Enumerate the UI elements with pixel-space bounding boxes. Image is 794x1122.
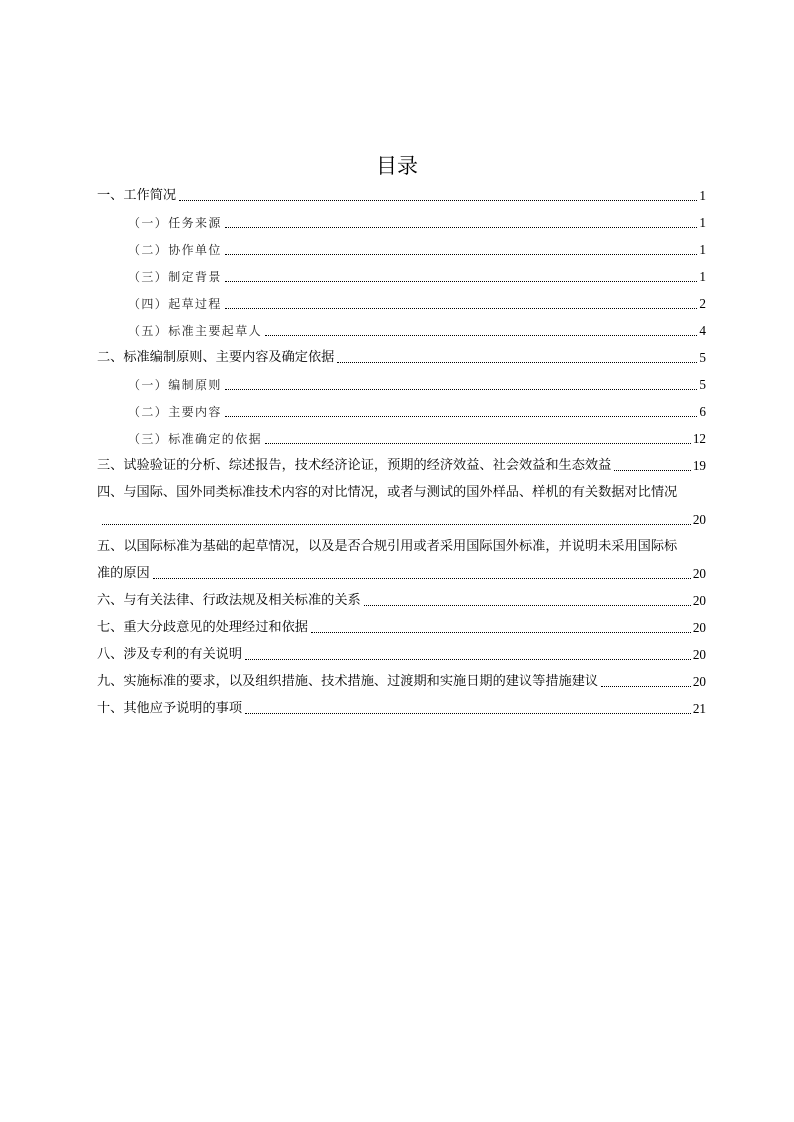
leader-dots	[245, 712, 691, 714]
leader-dots	[265, 442, 691, 444]
toc-entry-text: （一）任务来源	[128, 216, 222, 230]
toc-page-number: 5	[699, 350, 706, 365]
leader-dots	[614, 469, 691, 471]
leader-dots	[225, 280, 698, 282]
toc-entry[interactable]	[97, 394, 706, 421]
toc-entry[interactable]	[97, 583, 706, 610]
toc-entry[interactable]	[97, 205, 706, 232]
toc-entry-text: （二）协作单位	[128, 243, 222, 257]
leader-dots	[311, 631, 691, 633]
toc-page-number: 20	[692, 593, 706, 608]
toc-page-number: 1	[699, 242, 706, 257]
toc-page-number: 20	[692, 566, 706, 581]
toc-entry-text: 二、标准编制原则、主要内容及确定依据	[97, 350, 335, 365]
toc-page-number: 21	[692, 701, 706, 716]
toc-page-number: 12	[692, 431, 706, 446]
toc-entry[interactable]	[97, 448, 706, 475]
toc-page-number: 20	[692, 620, 706, 635]
toc-page-number: 4	[699, 323, 706, 338]
leader-dots	[102, 523, 691, 525]
toc-entry[interactable]	[97, 637, 706, 664]
leader-dots	[245, 658, 691, 660]
toc-entry-text: （四）起草过程	[128, 297, 222, 311]
toc-page-number: 20	[692, 512, 706, 527]
toc-entry-text: 七、重大分歧意见的处理经过和依据	[97, 620, 308, 635]
toc-entry[interactable]	[97, 340, 706, 367]
toc-page-number: 1	[699, 215, 706, 230]
toc-page-number: 1	[699, 188, 706, 203]
leader-dots	[337, 361, 697, 363]
toc-entry-text: （一）编制原则	[128, 378, 222, 392]
toc-entry-text: 九、实施标准的要求，以及组织措施、技术措施、过渡期和实施日期的建议等措施建议	[97, 674, 599, 689]
toc-entry-text: 三、试验验证的分析、综述报告，技术经济论证，预期的经济效益、社会效益和生态效益	[97, 458, 612, 473]
leader-dots	[265, 334, 697, 336]
toc-entry[interactable]	[97, 232, 706, 259]
toc-entry-text: 六、与有关法律、行政法规及相关标准的关系	[97, 593, 361, 608]
toc-page-number: 1	[699, 269, 706, 284]
toc-entry-text: （三）制定背景	[128, 270, 222, 284]
leader-dots	[601, 685, 691, 687]
toc-entry-text: （三）标准确定的依据	[128, 432, 263, 446]
toc-page-number: 20	[692, 647, 706, 662]
toc-entry-text: （五）标准主要起草人	[128, 324, 263, 338]
leader-dots	[153, 577, 691, 579]
toc-entry-continuation[interactable]	[97, 556, 706, 583]
toc-entry-text: （二）主要内容	[128, 405, 222, 419]
leader-dots	[225, 253, 698, 255]
toc-entry-text: 四、与国际、国外同类标准技术内容的对比情况，或者与测试的国外样品、样机的有关数据对比情况	[97, 485, 678, 500]
toc-entry[interactable]	[97, 475, 706, 502]
toc-entry[interactable]	[97, 259, 706, 286]
toc-entry[interactable]	[97, 286, 706, 313]
leader-dots	[364, 604, 691, 606]
toc-page-number: 5	[699, 377, 706, 392]
leader-dots	[225, 226, 698, 228]
leader-dots	[225, 388, 698, 390]
toc-entry[interactable]	[97, 421, 706, 448]
toc-page-number: 19	[692, 458, 706, 473]
toc-entry[interactable]	[97, 313, 706, 340]
leader-dots	[179, 199, 697, 201]
toc-entry-continuation[interactable]	[97, 502, 706, 529]
toc-entry-text: 八、涉及专利的有关说明	[97, 647, 243, 662]
toc-entry-text: 十、其他应予说明的事项	[97, 701, 243, 716]
toc-page-number: 20	[692, 674, 706, 689]
toc-entry-text: 五、以国际标准为基础的起草情况，以及是否合规引用或者采用国际国外标准，并说明未采用国际标	[97, 539, 678, 554]
toc-entry[interactable]	[97, 367, 706, 394]
toc-entry[interactable]	[97, 691, 706, 718]
toc-page-number: 6	[699, 404, 706, 419]
leader-dots	[225, 307, 698, 309]
toc-page-number: 2	[699, 296, 706, 311]
toc-entry-text-continued: 准的原因	[97, 566, 150, 581]
toc-entry[interactable]	[97, 664, 706, 691]
leader-dots	[225, 415, 698, 417]
toc-entry[interactable]	[97, 610, 706, 637]
toc-entry[interactable]	[97, 529, 706, 556]
toc-entry-text: 一、工作简况	[97, 188, 177, 203]
toc-entry[interactable]	[97, 178, 706, 205]
toc-title: 目录	[376, 154, 418, 178]
table-of-contents	[97, 178, 706, 718]
